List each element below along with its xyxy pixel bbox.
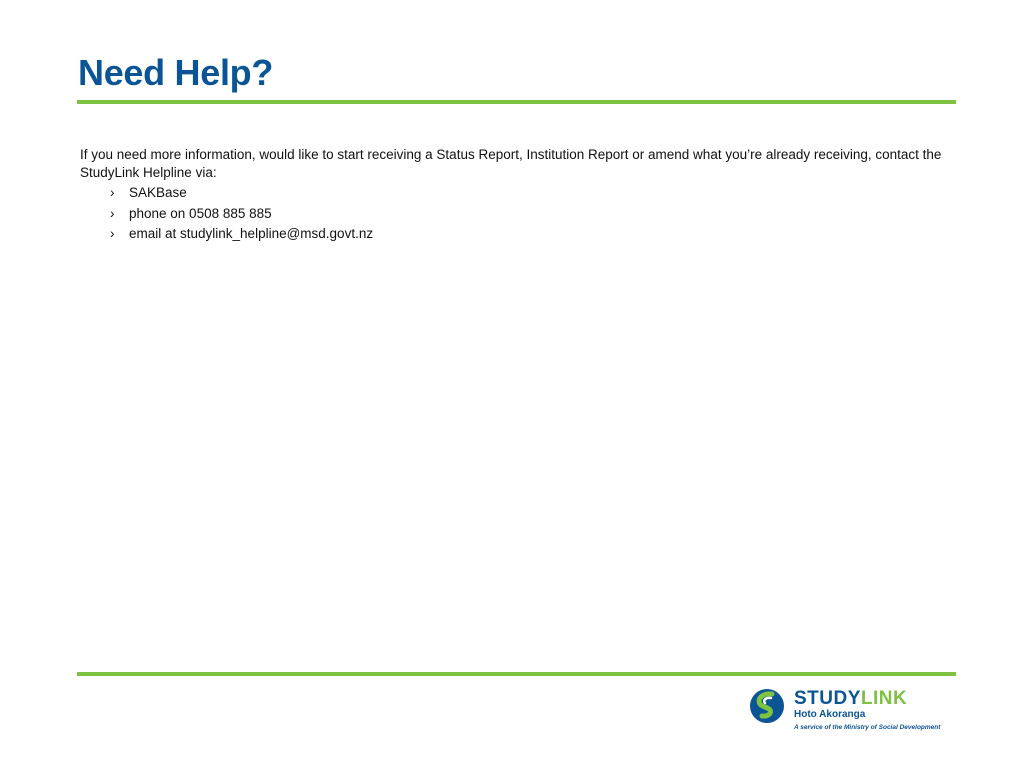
list-item — [80, 183, 965, 204]
bullet-marker: › — [110, 226, 115, 241]
logo-word-study: STUDY — [794, 688, 861, 709]
logo-subtitle: Hoto Akoranga — [794, 709, 866, 720]
list-item — [80, 204, 965, 225]
contact-phone: phone on 0508 885 885 — [129, 205, 272, 221]
logo-word-link: LINK — [860, 688, 908, 709]
bullet-marker: › — [110, 185, 115, 200]
studylink-swirl-icon — [748, 688, 788, 724]
bullet-marker: › — [110, 205, 115, 221]
studylink-logo — [748, 688, 960, 736]
logo-wordmark — [794, 688, 907, 710]
footer-divider — [77, 672, 956, 676]
list-item — [80, 224, 965, 245]
help-content — [80, 146, 965, 245]
contact-email[interactable]: email at studylink_helpline@msd.govt.nz — [129, 226, 374, 241]
page-title: Need Help? — [78, 52, 274, 93]
contact-list — [80, 183, 965, 245]
intro-paragraph: If you need more information, would like to start receiving a Status Report, Institution Report or amend what you’re already receiving, contact the StudyLink Helpline via: — [80, 147, 942, 180]
title-divider — [77, 100, 956, 104]
contact-sakbase: SAKBase — [129, 185, 187, 200]
logo-tagline: A service of the Ministry of Social Development — [794, 724, 941, 731]
